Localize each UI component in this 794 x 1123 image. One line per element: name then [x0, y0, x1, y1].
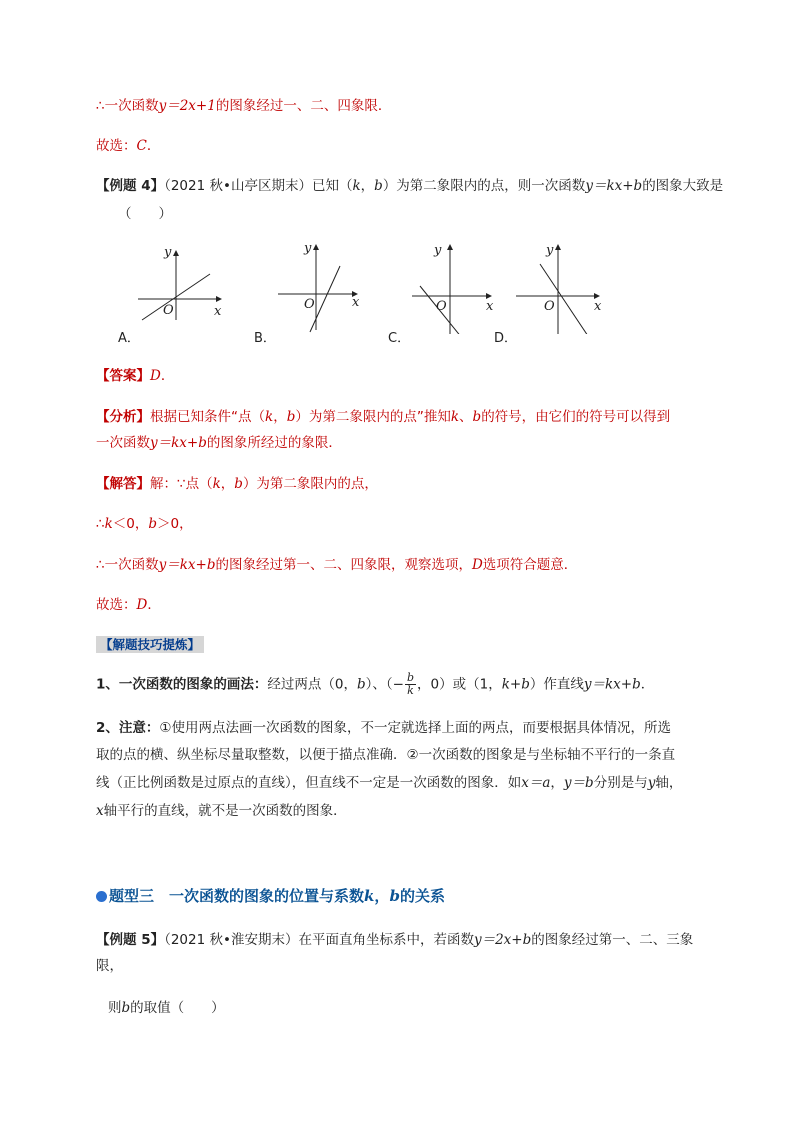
tips-text: 经过两点（0，: [267, 676, 357, 693]
conclusion-text: ∴一次函数: [96, 98, 159, 114]
solution-line-3: [96, 556, 577, 574]
section-title: [96, 886, 445, 906]
tips-text: ）作直线: [529, 676, 584, 693]
solution-text: 选项符合题意．: [482, 557, 578, 573]
solution-tag: 【解答】: [96, 476, 150, 492]
analysis-text: 的图象所经过的象限．: [206, 435, 342, 451]
example5-text: 则: [108, 1000, 122, 1016]
var-k: k: [104, 516, 113, 532]
tips-paragraph-2-line-3: [96, 774, 682, 792]
y-axis-label: y: [164, 245, 172, 260]
answer-value: D: [150, 368, 161, 384]
analysis-text: 根据已知条件“点（: [150, 409, 265, 425]
tips-text: 轴，: [655, 775, 683, 791]
var-b: b: [121, 1000, 131, 1016]
tips-text: ）、（−: [365, 676, 404, 693]
example5-question-line-1: [96, 931, 693, 949]
function-expression: y＝2x+b: [473, 932, 532, 948]
var-k: k: [352, 178, 361, 194]
inequality-text: ＞0，: [157, 516, 193, 532]
solution-text: ）为第二象限内的点，: [242, 476, 378, 492]
solution-text: ∴一次函数: [96, 557, 159, 573]
analysis-text: ）为第二象限内的点”推知: [295, 409, 451, 425]
tips-text: ．: [640, 676, 655, 693]
var-k: k: [450, 409, 460, 425]
solution-choice-line: [96, 596, 161, 614]
option-d-graph: [512, 238, 612, 338]
origin-label: O: [304, 297, 315, 312]
equation-y-b: y＝b: [563, 775, 594, 791]
analysis-line-1: [96, 408, 670, 426]
origin-label: O: [436, 299, 447, 314]
solution-line-2: [96, 515, 193, 533]
function-expression: y＝kx+b: [150, 435, 207, 451]
tips-paragraph-2-line-1: [96, 719, 671, 737]
y-axis-label: y: [546, 243, 554, 258]
solution-text: 的图象经过第一、二、四象限，观察选项，: [215, 557, 472, 573]
var-y: y: [647, 775, 656, 791]
choice-label: 故选：: [96, 138, 137, 154]
fraction-numerator: b: [406, 671, 415, 684]
tips-heading: 【解题技巧提炼】: [96, 636, 204, 653]
solution-text: 解：∵点（: [150, 476, 213, 492]
section-title-text: 题型三 一次函数的图象的位置与系数: [109, 887, 365, 905]
example4-source: （2021 秋•山亭区期末）已知（: [164, 178, 353, 194]
tips-paragraph-1: [96, 672, 654, 697]
fraction-denominator: k: [407, 684, 414, 697]
tips-text: 线（正比例函数是过原点的直线），但直线不一定是一次函数的图象．如: [96, 775, 522, 791]
answer-line: [96, 367, 174, 385]
var-b: b: [148, 516, 158, 532]
comma: ，: [220, 476, 235, 492]
option-c-graph: [406, 238, 506, 338]
var-x: x: [96, 803, 104, 819]
comma: ，: [374, 887, 390, 905]
example4-text-end: 的图象大致是: [642, 178, 724, 194]
function-expression: y＝kx+b: [585, 178, 643, 194]
example5-question-line-2: 限，: [96, 958, 123, 974]
solution-line-1: [96, 475, 378, 493]
option-d-ref: D: [471, 557, 483, 573]
tips-text: 轴平行的直线，就不是一次函数的图象．: [103, 803, 347, 819]
analysis-line-2: [96, 434, 342, 452]
x-axis-label: x: [594, 299, 602, 314]
example4-question: [96, 177, 723, 195]
example5-text: （2021 秋•淮安期末）在平面直角坐标系中，若函数: [164, 932, 474, 948]
example5-text: 的取值（ ）: [130, 1000, 225, 1016]
x-axis-label: x: [352, 295, 360, 310]
x-axis-label: x: [486, 299, 494, 314]
option-d-label: D．: [494, 331, 518, 346]
var-k: k: [212, 476, 221, 492]
comma: ，: [550, 775, 564, 791]
var-k: k: [265, 409, 274, 425]
option-a-graph: [130, 244, 230, 328]
example5-text: 的图象经过第一、二、三象: [531, 932, 694, 948]
tips-text: ，0）或（1，: [417, 676, 502, 693]
section-title-text: 的关系: [399, 887, 445, 905]
conclusion-text-end: 的图象经过一、二、四象限．: [215, 98, 392, 114]
answer-paren: （ ）: [118, 206, 172, 222]
choice-value: C: [136, 138, 147, 154]
function-expression: y＝kx+b: [158, 557, 216, 573]
example4-tag: 【例题 4】: [96, 178, 165, 194]
tips-text: ①使用两点法画一次函数的图象，不一定就选择上面的两点，而要根据具体情况，所选: [159, 720, 672, 736]
choice-value: D: [136, 597, 148, 613]
tips-paragraph-2-line-2: 取的点的横、纵坐标尽量取整数，以便于描点准确．②一次函数的图象是与坐标轴不平行的一条直: [96, 747, 676, 763]
tips-text: 分别是与: [593, 775, 648, 791]
option-c-label: C．: [388, 331, 411, 346]
example5-question-line-3: [108, 999, 225, 1017]
equation-x-a: x＝a: [521, 775, 551, 791]
bullet-dot-icon: [96, 891, 107, 902]
answer-end: ．: [160, 368, 175, 384]
comma: ，: [273, 409, 287, 425]
tips-p2-heading: 2、注意：: [96, 720, 160, 736]
choice-end: ．: [146, 138, 161, 154]
var-k: k: [364, 887, 375, 905]
example4-text-mid: ）为第二象限内的点，则一次函数: [382, 178, 586, 194]
origin-label: O: [544, 299, 555, 314]
var-b: b: [472, 409, 482, 425]
origin-label: O: [163, 303, 174, 318]
fraction-b-over-k: [405, 672, 416, 697]
x-axis-label: x: [214, 304, 222, 319]
answer-tag: 【答案】: [96, 368, 150, 384]
option-b-graph: [272, 238, 372, 338]
expression-k-plus-b: k+b: [501, 676, 530, 693]
tips-p1-heading: 1、一次函数的图象的画法：: [96, 676, 268, 693]
var-b: b: [389, 887, 400, 905]
option-a-label: A．: [118, 331, 140, 346]
analysis-text: 的符号，由它们的符号可以得到: [481, 409, 671, 425]
y-axis-label: y: [434, 243, 442, 258]
function-expression: y＝2x+1: [158, 98, 216, 114]
var-b: b: [286, 409, 296, 425]
conclusion-line: [96, 97, 391, 115]
var-b: b: [374, 178, 383, 194]
comma: ，: [360, 178, 375, 194]
analysis-tag: 【分析】: [96, 409, 150, 425]
choice-label: 故选：: [96, 597, 137, 613]
var-b: b: [234, 476, 243, 492]
function-expression: y＝kx+b: [583, 676, 641, 693]
tips-paragraph-2-line-4: [96, 802, 347, 820]
separator: 、: [459, 409, 473, 425]
choice-line: [96, 137, 160, 155]
inequality-text: ＜0，: [112, 516, 149, 532]
option-b-label: B．: [254, 331, 276, 346]
choice-end: ．: [147, 597, 161, 613]
y-axis-label: y: [304, 241, 312, 256]
therefore-symbol: ∴: [96, 516, 105, 532]
example5-tag: 【例题 5】: [96, 932, 165, 948]
var-b: b: [357, 676, 366, 693]
analysis-text: 一次函数: [96, 435, 150, 451]
